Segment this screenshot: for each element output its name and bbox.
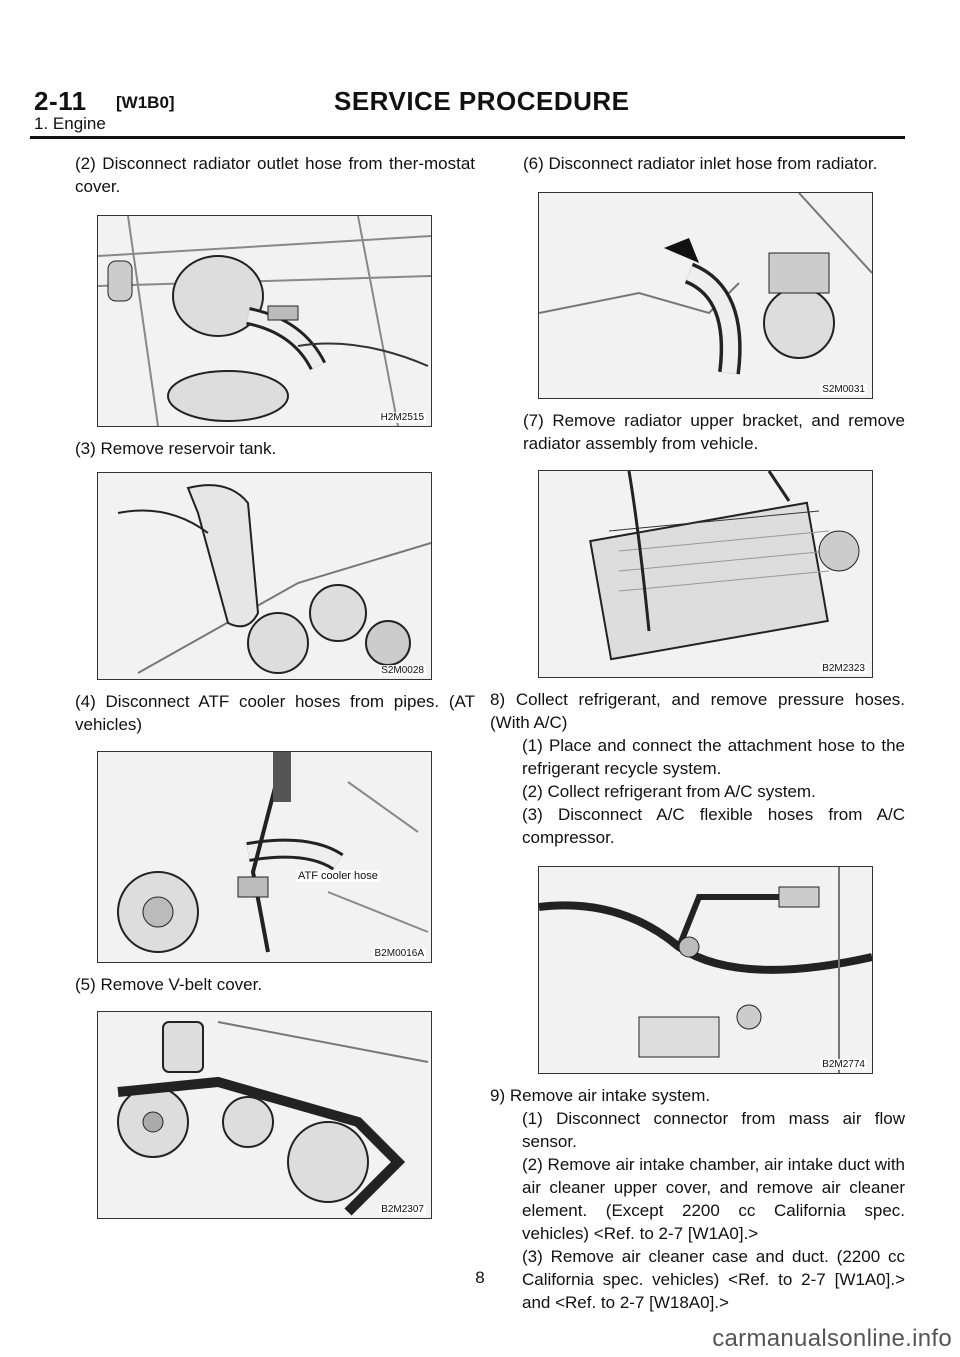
page-header (34, 86, 904, 136)
figure-id: B2M2307 (381, 1204, 424, 1215)
figure-atf-cooler (97, 751, 432, 963)
chapter-subtitle: 1. Engine (34, 114, 106, 133)
page-title: SERVICE PROCEDURE (334, 86, 630, 116)
step-9-2-text: (2) Remove air intake chamber, air intake duct with air cleaner upper cover, and remove air cleaner element. (Except 2200 cc California spec. vehicles) <Ref. to 2-7 [W1A0].> (522, 1155, 905, 1243)
step-9-3-text: (3) Remove air cleaner case and duct. (2200 cc California spec. vehicles) <Ref. to 2-7 [W1A0].> and <Ref. to 2-7 [W18A0].> (522, 1247, 905, 1312)
figure-ac-hoses (538, 866, 873, 1074)
figure-id: B2M2774 (822, 1059, 865, 1070)
figure-radiator-inlet-hose (538, 192, 873, 399)
step-2-text: (2) Disconnect radiator outlet hose from ther-mostat cover. (75, 154, 475, 196)
figure-id: B2M2323 (822, 663, 865, 674)
step-6-text: (6) Disconnect radiator inlet hose from radiator. (523, 154, 878, 173)
left-column (75, 152, 475, 1219)
ac-hoses-illustration (539, 867, 872, 1073)
figure-id: S2M0028 (381, 665, 424, 676)
section-number: 2-11 (34, 86, 87, 116)
step-5-text: (5) Remove V-belt cover. (75, 975, 263, 994)
figure-id: S2M0031 (822, 384, 865, 395)
header-rule (30, 136, 905, 139)
page-number: 8 (475, 1268, 485, 1287)
v-belt-cover-illustration (98, 1012, 431, 1218)
figure-v-belt-cover (97, 1011, 432, 1219)
radiator-inlet-hose-illustration (539, 193, 872, 398)
thermostat-hose-illustration (98, 216, 431, 426)
right-column (490, 152, 905, 1314)
figure-thermostat-hose (97, 215, 432, 427)
radiator-removal-illustration (539, 471, 872, 677)
step-9-1-text: (1) Disconnect connector from mass air flow sensor. (522, 1109, 905, 1151)
atf-cooler-hose-callout: ATF cooler hose (298, 870, 378, 882)
figure-reservoir-tank (97, 472, 432, 680)
step-3-text: (3) Remove reservoir tank. (75, 439, 277, 458)
section-code: [W1B0] (116, 93, 175, 112)
step-9-text: 9) Remove air intake system. (490, 1086, 711, 1105)
step-8-3-text: (3) Disconnect A/C flexible hoses from A/C compressor. (522, 805, 905, 847)
watermark: carmanualsonline.info (712, 1325, 952, 1352)
reservoir-tank-illustration (98, 473, 431, 679)
step-8-2-text: (2) Collect refrigerant from A/C system. (522, 782, 816, 801)
step-4-text: (4) Disconnect ATF cooler hoses from pipes. (AT vehicles) (75, 692, 475, 734)
atf-cooler-illustration (98, 752, 431, 962)
figure-id: H2M2515 (380, 412, 424, 423)
step-7-text: (7) Remove radiator upper bracket, and remove radiator assembly from vehicle. (523, 411, 905, 453)
step-8-text: 8) Collect refrigerant, and remove pressure hoses. (With A/C) (490, 690, 905, 732)
figure-radiator-removal (538, 470, 873, 678)
step-8-1-text: (1) Place and connect the attachment hose to the refrigerant recycle system. (522, 736, 905, 778)
figure-id: B2M0016A (374, 948, 424, 959)
